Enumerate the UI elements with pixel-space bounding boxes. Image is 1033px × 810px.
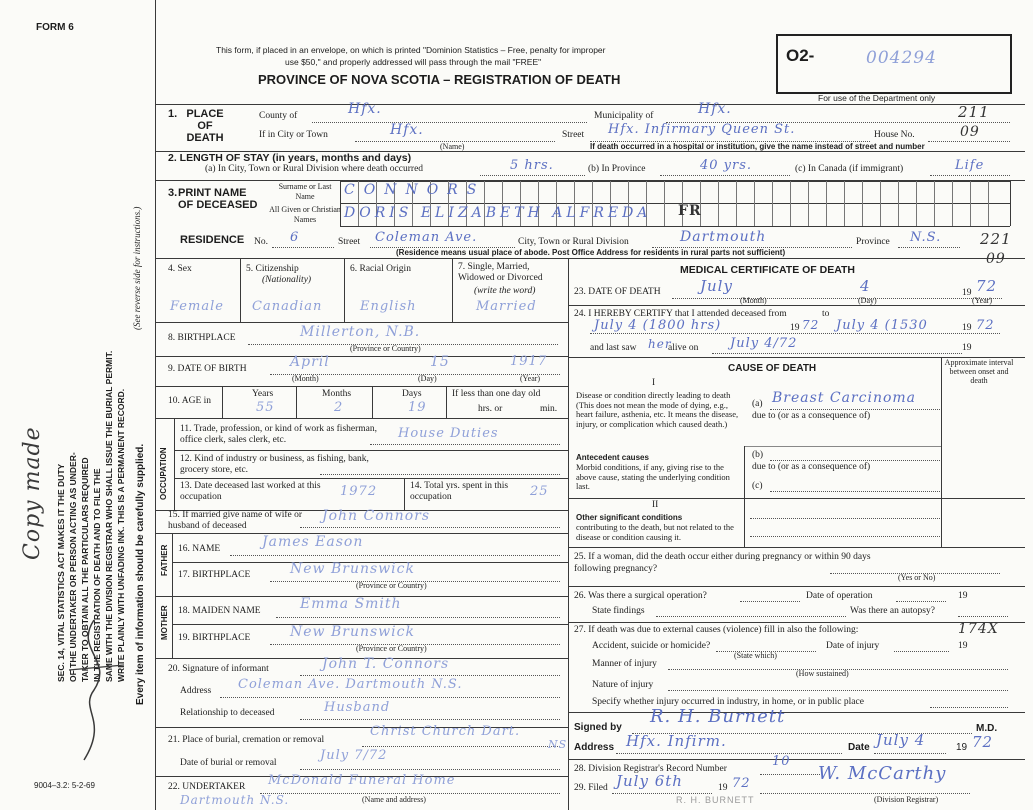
certify-to-label: to (822, 309, 830, 319)
mother-maiden-label: 18. MAIDEN NAME (178, 606, 261, 616)
md-label: M.D. (976, 723, 998, 734)
certify-label: 24. I HEREBY CERTIFY that I attended deceased from (574, 309, 787, 319)
cause-of-death-title: CAUSE OF DEATH (728, 363, 817, 374)
autopsy-label: Was there an autopsy? (850, 606, 935, 616)
certify-to-year-prefix: 19 (962, 323, 972, 333)
postage-note-line2: use $50," and properly addressed will pass through the mail "FREE" (285, 57, 542, 67)
how-sustained-caption: (How sustained) (796, 669, 849, 678)
age-days-value: 19 (408, 400, 427, 415)
given-names-overlay: FR (678, 203, 702, 219)
registrar-caption: (Division Registrar) (874, 795, 939, 804)
alive-on-label: alive on (668, 343, 699, 353)
antecedent-desc: Morbid conditions, if any, giving rise to the above cause, stating the underlying condition last. (576, 462, 730, 491)
dod-year: 72 (976, 277, 998, 295)
spouse-label: 15. If married give name of wife or husband of deceased (168, 510, 303, 531)
birthplace-value: Millerton, N.B. (300, 324, 421, 340)
mother-birthplace-label: 19. BIRTHPLACE (178, 633, 251, 643)
other-conditions-desc: contributing to the death, but not related to the disease or condition causing it. (576, 522, 734, 542)
citizenship-sub: (Nationality) (262, 275, 312, 285)
date-of-death-label: 23. DATE OF DEATH (574, 287, 661, 297)
age-years-value: 55 (256, 400, 275, 415)
margin-scribble (64, 610, 134, 770)
house-no-label: House No. (874, 130, 915, 140)
q28-value: 10 (772, 754, 791, 769)
undertaker-value: McDonald Funeral Home (268, 773, 456, 788)
dob-year: 1917 (510, 354, 548, 369)
residence-note: (Residence means usual place of abode. Post Office Address for residents in rural parts not sufficient) (396, 248, 786, 257)
cause-c-label: (c) (752, 481, 763, 491)
street-label: Street (562, 130, 585, 140)
undertaker-label: 22. UNDERTAKER (168, 782, 246, 792)
informant-address-label: Address (180, 686, 212, 696)
racial-origin-value: English (360, 299, 417, 314)
signed-year: 72 (972, 733, 994, 751)
birthplace-caption: (Province or Country) (350, 344, 421, 353)
mother-birthplace-value: New Brunswick (290, 624, 415, 640)
manner-label: Manner of injury (592, 659, 657, 669)
q29-label: 29. Filed (574, 783, 608, 793)
occupation-side-label: OCCUPATION (159, 447, 168, 500)
place-of-death-num: 1. (168, 108, 178, 120)
instruction-line-5: SAME WITH THE DIVISION REGISTRAR WHO SHALL ISSUE THE BURIAL PERMIT. (104, 350, 114, 682)
citizenship-label: 5. Citizenship (246, 264, 299, 274)
stay-canada-value: Life (955, 158, 985, 173)
residence-label: RESIDENCE (180, 234, 245, 246)
age-years-label: Years (252, 389, 274, 399)
state-findings-label: State findings (592, 606, 645, 616)
relationship-label: Relationship to deceased (180, 708, 275, 718)
last-saw-value: her (648, 337, 672, 351)
injury-date-label: Date of injury (826, 641, 880, 651)
residence-province-label: Province (856, 237, 890, 247)
burial-date-label: Date of burial or removal (180, 758, 277, 768)
residence-street-label: Street (338, 237, 361, 247)
institution-note: If death occurred in a hospital or institution, give the name instead of street and number (590, 142, 925, 151)
last-saw-label: and last saw (590, 343, 637, 353)
filed-year-prefix: 19 (718, 783, 728, 793)
trade-value: House Duties (398, 426, 499, 441)
birthplace-label: 8. BIRTHPLACE (168, 333, 236, 343)
city-name-caption: (Name) (440, 142, 465, 151)
doctor-address-label: Address (574, 742, 615, 753)
residence-city-label: City, Town or Rural Division (518, 237, 629, 247)
filed-date-value: July 6th (616, 772, 683, 790)
age-label: 10. AGE in (168, 396, 212, 406)
certify-from-value: July 4 (1800 hrs) (594, 318, 722, 333)
reg-number: 004294 (866, 48, 937, 68)
specify-label: Specify whether injury occurred in industry, in home, or in public place (592, 697, 864, 707)
stay-city-value: 5 hrs. (510, 158, 554, 173)
residence-no-label: No. (254, 237, 268, 247)
filed-year: 72 (732, 776, 751, 791)
surname-value: CONNORS (344, 182, 486, 198)
form-label: FORM 6 (36, 22, 74, 33)
certify-from-year-prefix: 19 (790, 323, 800, 333)
alive-on-value: July 4/72 (730, 336, 798, 351)
signed-year-prefix: 19 (956, 742, 968, 753)
min-label: min. (540, 404, 558, 414)
length-of-stay-label: 2. LENGTH OF STAY (in years, months and days) (168, 152, 412, 164)
copy-made-signature: Copy made (20, 426, 45, 560)
stay-province-label: (b) In Province (588, 164, 646, 174)
registrar-signature: W. McCarthy (818, 763, 947, 784)
dod-month-caption: (Month) (740, 296, 767, 305)
father-side-label: FATHER (160, 544, 169, 576)
dod-day: 4 (860, 277, 871, 295)
cause-a-value: Breast Carcinoma (772, 390, 917, 406)
nature-label: Nature of injury (592, 680, 654, 690)
father-name-value: James Eason (262, 534, 364, 550)
residence-code-value: 221 (980, 230, 1012, 248)
yes-no-caption: (Yes or No) (898, 573, 936, 582)
postage-note-line1: This form, if placed in an envelope, on which is printed "Dominion Statistics – Free, penalty for improper (216, 45, 606, 55)
reg-prefix: O2- (786, 46, 815, 65)
q27-code: 174X (958, 621, 999, 637)
dob-month: April (290, 354, 330, 370)
instruction-line-2: OF THE UNDERTAKER OR PERSON ACTING AS UNDER- (68, 452, 78, 682)
instruction-line-3: TAKER TO OBTAIN ALL THE PARTICULARS REQUIRED (80, 457, 90, 682)
operation-date-label: Date of operation (806, 591, 873, 601)
due-to-label-1: due to (or as a consequence of) (752, 411, 871, 421)
q27-label: 27. If death was due to external causes (violence) fill in also the following: (574, 625, 859, 635)
dob-month-caption: (Month) (292, 374, 319, 383)
alive-year-prefix: 19 (962, 343, 972, 353)
sex-value: Female (170, 299, 224, 314)
dod-year-prefix: 19 (962, 288, 972, 298)
name-num: 3. (168, 187, 178, 199)
residence-no-value: 6 (290, 230, 300, 245)
stay-city-label: (a) In City, Town or Rural Division where death occurred (205, 164, 424, 174)
less-than-day-label: If less than one day old (452, 389, 541, 399)
section-one: I (652, 378, 656, 388)
signed-date-label: Date (848, 742, 870, 753)
last-worked-value: 1972 (340, 484, 378, 499)
county-label: County of (259, 111, 298, 121)
signed-by-value: R. H. Burnett (650, 706, 786, 727)
father-birthplace-value: New Brunswick (290, 561, 415, 577)
residence-code2-value: 09 (986, 251, 1006, 267)
father-birthplace-label: 17. BIRTHPLACE (178, 570, 251, 580)
other-conditions-title: Other significant conditions (576, 513, 683, 522)
city-value: Hfx. (390, 122, 424, 138)
undertaker-value-2: Dartmouth N.S. (180, 793, 290, 807)
spouse-value: John Connors (322, 508, 431, 524)
residence-street-value: Coleman Ave. (375, 230, 478, 245)
dept-use-label: For use of the Department only (818, 93, 936, 103)
age-days-label: Days (402, 389, 422, 399)
place-code-value: 211 (958, 103, 990, 121)
racial-origin-label: 6. Racial Origin (350, 264, 411, 274)
antecedent-title: Antecedent causes (576, 453, 649, 462)
total-years-value: 25 (530, 484, 549, 499)
mother-birthplace-caption: (Province or Country) (356, 644, 427, 653)
municipality-label: Municipality of (594, 111, 654, 121)
residence-city-value: Dartmouth (680, 229, 767, 245)
every-item-note: Every item of information should be carefully supplied. (135, 443, 146, 705)
informant-address-value: Coleman Ave. Dartmouth N.S. (238, 677, 463, 692)
trade-label: 11. Trade, profession, or kind of work as fisherman, office clerk, sales clerk, etc. (180, 424, 378, 445)
accident-label: Accident, suicide or homicide? (592, 641, 711, 651)
street-value: Hfx. Infirmary Queen St. (608, 122, 796, 137)
hrs-label: hrs. or (478, 404, 503, 414)
informant-value: John T. Connors (322, 656, 450, 672)
interval-label: Approximate interval between onset and death (944, 358, 1014, 385)
given-names-label: All Given or Christian Names (269, 205, 341, 224)
informant-label: 20. Signature of informant (168, 664, 269, 674)
instruction-line-4: IN THE REGISTRATION OF DEATH AND TO FILE THE (92, 468, 102, 682)
industry-label: 12. Kind of industry or business, as fishing, bank, grocery store, etc. (180, 454, 369, 475)
signed-by-label: Signed by (574, 722, 622, 733)
form-code: 9004–3.2: 5-2-69 (34, 781, 95, 790)
dod-year-caption: (Year) (972, 296, 993, 305)
dob-day-caption: (Day) (418, 374, 437, 383)
mother-maiden-value: Emma Smith (300, 596, 402, 612)
citizenship-value: Canadian (252, 299, 323, 314)
last-worked-label: 13. Date deceased last worked at this occupation (180, 481, 321, 502)
dob-label: 9. DATE OF BIRTH (168, 364, 247, 374)
immediate-cause-label: Disease or condition directly leading to death (This does not mean the mode of dying, e.g., heart failure, asthenia, etc. It means the disease, injury, or complication which caused death.) (576, 390, 739, 429)
surname-label: Surname or Last Name (278, 182, 332, 201)
given-names-value: DORIS ELIZABETH ALFREDA (344, 205, 652, 221)
name-label: PRINT NAME OF DECEASED (178, 187, 258, 211)
county-value: Hfx. (348, 101, 382, 117)
injury-year-prefix: 19 (958, 641, 968, 651)
doctor-address-value: Hfx. Infirm. (626, 732, 727, 750)
municipality-value: Hfx. (698, 101, 732, 117)
signed-date-value: July 4 (876, 731, 926, 749)
certify-to-year: 72 (976, 318, 995, 333)
section-two: II (652, 500, 659, 510)
cause-b-label: (b) (752, 450, 764, 460)
instruction-line-6: WRITE PLAINLY WITH UNFADING INK. THIS IS A PERMANENT RECORD. (116, 388, 126, 682)
residence-province-value: N.S. (910, 230, 942, 245)
cause-a-label: (a) (752, 399, 763, 409)
father-birthplace-caption: (Province or Country) (356, 581, 427, 590)
form-title: PROVINCE OF NOVA SCOTIA – REGISTRATION OF DEATH (258, 72, 621, 87)
marital-value: Married (476, 299, 537, 314)
mother-side-label: MOTHER (160, 605, 169, 640)
certify-to-value: July 4 (1530 (836, 318, 928, 333)
dob-day: 15 (430, 354, 450, 370)
marital-sub: (write the word) (474, 286, 536, 296)
dod-month: July (700, 277, 733, 295)
doctor-stamp: R. H. BURNETT (676, 795, 755, 805)
q25-label: 25. If a woman, did the death occur either during pregnancy or within 90 days following pregnancy? (574, 552, 871, 574)
burial-value: Christ Church Dart. (370, 724, 521, 739)
state-which-caption: (State which) (734, 651, 777, 660)
stay-province-value: 40 yrs. (700, 158, 753, 173)
dod-day-caption: (Day) (858, 296, 877, 305)
q26-label: 26. Was there a surgical operation? (574, 591, 707, 601)
total-years-label: 14. Total yrs. spent in this occupation (410, 481, 509, 502)
medical-certificate-title: MEDICAL CERTIFICATE OF DEATH (680, 264, 855, 276)
op-year-prefix: 19 (958, 591, 968, 601)
city-label: If in City or Town (259, 130, 328, 140)
reverse-side-note: (See reverse side for instructions.) (132, 206, 142, 330)
house-no-value: 09 (960, 124, 980, 140)
relationship-value: Husband (324, 700, 391, 715)
place-of-death-label: PLACE OF DEATH (186, 108, 224, 144)
burial-marginal: NS (548, 738, 568, 751)
q28-label: 28. Division Registrar's Record Number (574, 764, 727, 774)
age-months-value: 2 (334, 400, 344, 415)
due-to-label-2: due to (or as a consequence of) (752, 462, 871, 472)
certify-from-year: 72 (802, 318, 820, 332)
burial-date-value: July 7/72 (320, 748, 388, 763)
marital-label: 7. Single, Married, Widowed or Divorced (458, 262, 543, 283)
father-name-label: 16. NAME (178, 544, 221, 554)
age-months-label: Months (322, 389, 352, 399)
sex-label: 4. Sex (168, 264, 192, 274)
stay-canada-label: (c) In Canada (if immigrant) (795, 164, 904, 174)
burial-label: 21. Place of burial, cremation or removal (168, 735, 325, 745)
dob-year-caption: (Year) (520, 374, 541, 383)
undertaker-caption: (Name and address) (362, 795, 426, 804)
instruction-line-1: SEC. 14, VITAL STATISTICS ACT MAKES IT THE DUTY (56, 463, 66, 682)
